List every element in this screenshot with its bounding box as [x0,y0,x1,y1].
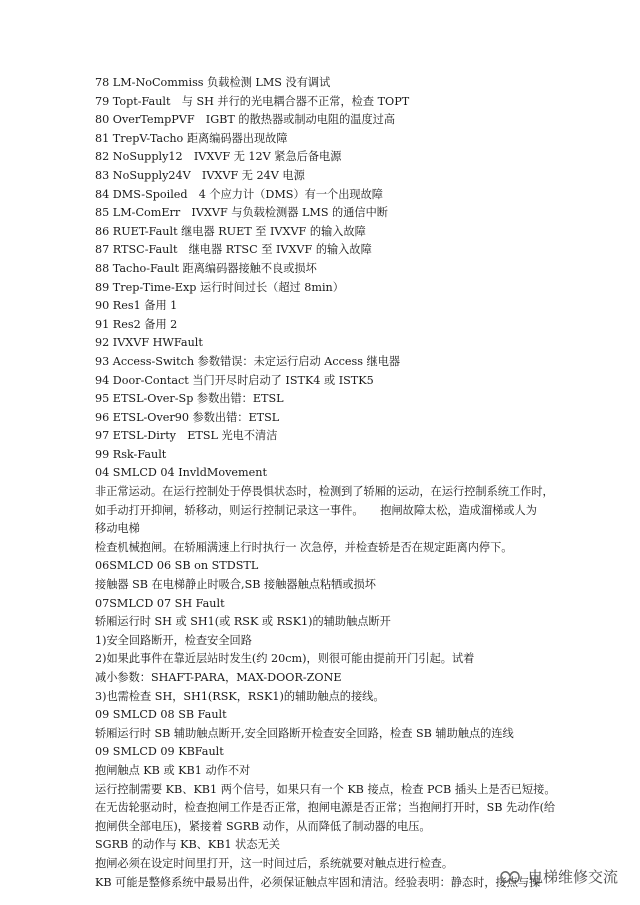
text-line: 86 RUET-Fault 继电器 RUET 至 IVXVF 的输入故障 [95,224,366,238]
wechat-channel-icon [498,867,522,887]
text-line: 79 Topt-Fault 与 SH 并行的光电耦合器不正常，检查 TOPT [95,94,410,108]
text-line: 92 IVXVF HWFault [95,336,203,350]
section-heading: 09 SMLCD 08 SB Fault [95,708,227,722]
text-line: 检查机械抱闸。在轿厢满速上行时执行一 次急停，并检查轿是否在规定距离内停下。 [95,540,513,554]
text-line: 81 TrepV-Tacho 距离编码器出现故障 [95,131,288,145]
text-line: 87 RTSC-Fault 继电器 RTSC 至 IVXVF 的输入故障 [95,243,372,257]
document-body [95,74,615,892]
text-line: 78 LM-NoCommiss 负载检测 LMS 没有调试 [95,76,331,89]
text-line: 91 Res2 备用 2 [95,317,178,331]
text-line: 94 Door-Contact 当门开尽时启动了 ISTK4 或 ISTK5 [95,373,374,387]
text-line: 减小参数：SHAFT-PARA，MAX-DOOR-ZONE [95,671,342,684]
text-line: 84 DMS-Spoiled 4 个应力计（DMS）有一个出现故障 [95,187,383,201]
section-heading: 04 SMLCD 04 InvldMovement [95,466,267,480]
text-line: KB 可能是整修系统中最易出件，必须保证触点牢固和清洁。经验表明：静态时，接点与操 [95,875,541,889]
text-line: 轿厢运行时 SB 辅助触点断开,安全回路断开检查安全回路，检查 SB 辅助触点的连线 [95,726,514,740]
text-line: 运行控制需要 KB、KB1 两个信号，如果只有一个 KB 接点，检查 PCB 插头上是否已短接。 [95,782,556,796]
text-line: SGRB 的动作与 KB、KB1 状态无关 [95,838,280,852]
text-line: 85 LM-ComErr IVXVF 与负载检测器 LMS 的通信中断 [95,206,388,220]
text-line: 抱闸供全部电压)，紧接着 SGRB 动作，从而降低了制动器的电压。 [95,819,431,833]
text-line: 在无齿轮驱动时，检查抱闸工作是否正常，抱闸电源是否正常；当抱闸打开时，SB 先动作(给 [95,801,556,815]
watermark [498,866,618,887]
text-line: 90 Res1 备用 1 [95,299,178,313]
text-line: 93 Access-Switch 参数错误：未定运行启动 Access 继电器 [95,354,401,368]
text-line: 接触器 SB 在电梯静止时吸合,SB 接触器触点粘牺或损坏 [95,578,376,592]
text-line: 80 OverTempPVF IGBT 的散热器或制动电阻的温度过高 [95,113,396,127]
text-line: 轿厢运行时 SH 或 SH1(或 RSK 或 RSK1)的辅助触点断开 [95,615,391,629]
text-line: 88 Tacho-Fault 距离编码器接触不良或损坏 [95,261,317,275]
text-line: 移动电梯 [95,522,140,536]
text-line: 96 ETSL-Over90 参数出错：ETSL [95,410,280,424]
text-line: 1)安全回路断开，检查安全回路 [95,633,252,647]
section-heading: 06SMLCD 06 SB on STDSTL [95,559,259,573]
watermark-text: 电梯维修交流 [527,868,618,886]
text-line: 82 NoSupply12 IVXVF 无 12V 紧急后备电源 [95,150,342,164]
text-line: 非正常运动。在运行控制处于停畏惧状态时，检测到了轿厢的运动，在运行控制系统工作时， [95,485,554,499]
text-line: 89 Trep-Time-Exp 运行时间过长（超过 8min） [95,280,344,294]
text-line: 如手动打开抑闸，轿移动，则运行控制记录这一事件。 抱闸故障太松，造成溜梯或人为 [95,503,537,517]
text-line: 97 ETSL-Dirty ETSL 光电不清洁 [95,429,278,443]
text-line: 3)也需检查 SH，SH1(RSK，RSK1)的辅助触点的接线。 [95,689,385,703]
text-line: 抱闸触点 KB 或 KB1 动作不对 [95,763,251,777]
text-line: 95 ETSL-Over-Sp 参数出错：ETSL [95,392,284,406]
section-heading: 07SMLCD 07 SH Fault [95,596,225,610]
text-line: 2)如果此事件在靠近层站时发生(约 20cm)，则很可能由提前开门引起。试着 [95,652,475,666]
text-line: 83 NoSupply24V IVXVF 无 24V 电源 [95,168,305,182]
text-line: 99 Rsk-Fault [95,447,167,461]
section-heading: 09 SMLCD 09 KBFault [95,745,224,759]
text-line: 抱闸必须在设定时间里打开，这一时间过后，系统就要对触点进行检查。 [95,856,454,870]
